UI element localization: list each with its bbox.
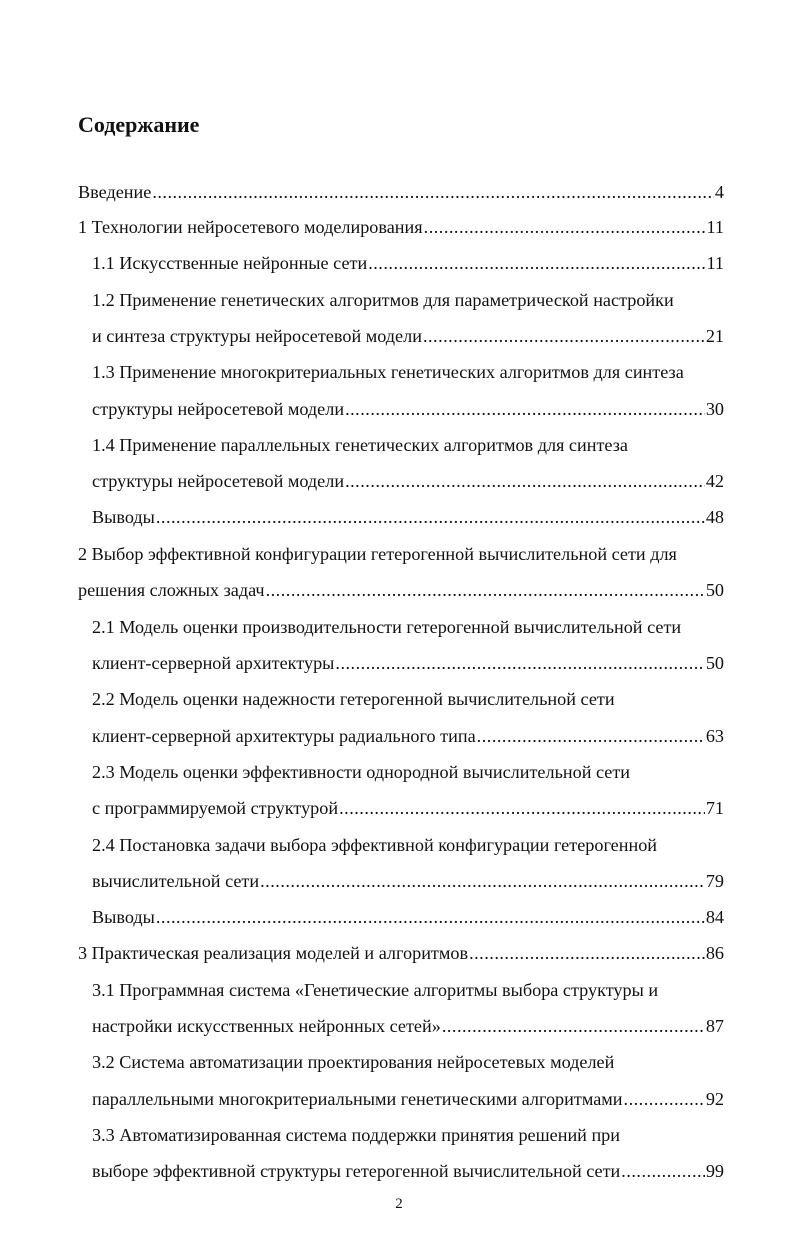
toc-entry <box>0 899 798 935</box>
toc-entry <box>0 499 798 535</box>
toc-leader <box>345 463 705 499</box>
toc-entry <box>0 572 798 608</box>
toc-entry-text: решения сложных задач <box>78 580 265 600</box>
toc-entry-text: клиент-серверной архитектуры <box>92 653 335 673</box>
page-number: 2 <box>395 1196 403 1212</box>
toc-page-number: 84 <box>705 907 724 927</box>
toc-leader <box>152 174 714 210</box>
toc-entry-text: 1.2 Применение генетических алгоритмов для параметрической настройки <box>92 290 674 310</box>
toc-page-number: 48 <box>705 507 724 527</box>
toc-page-number: 11 <box>706 217 724 237</box>
toc-entry <box>0 754 798 790</box>
toc-entry-text: 3.1 Программная система «Генетические алгоритмы выбора структуры и <box>92 980 659 1000</box>
toc-page-number: 87 <box>705 1016 724 1036</box>
toc-leader <box>624 1081 705 1117</box>
toc-entry <box>0 463 798 499</box>
toc-entry-text: структуры нейросетевой модели <box>92 399 345 419</box>
toc-entry-text: 3.2 Система автоматизации проектирования нейросетевых моделей <box>92 1052 615 1072</box>
toc-entry-text: 2.2 Модель оценки надежности гетерогенной вычислительной сети <box>92 689 615 709</box>
toc-entry <box>0 827 798 863</box>
toc-entry <box>0 718 798 754</box>
toc-leader <box>260 863 705 899</box>
toc-entry <box>0 209 798 245</box>
toc-page-number: 99 <box>705 1161 724 1181</box>
toc-leader <box>424 209 706 245</box>
toc-entry <box>0 427 798 463</box>
toc-page-number: 92 <box>705 1089 724 1109</box>
toc-page-number: 11 <box>706 253 724 273</box>
toc-entry-text: клиент-серверной архитектуры радиального типа <box>92 726 476 746</box>
toc-entry-text: с программируемой структурой <box>92 798 339 818</box>
toc-page-number: 63 <box>705 726 724 746</box>
toc-entry <box>0 863 798 899</box>
toc-leader <box>335 645 704 681</box>
toc-entry-text: и синтеза структуры нейросетевой модели <box>92 326 422 346</box>
toc-entry <box>0 1044 798 1080</box>
page-title: Содержание <box>78 112 200 137</box>
toc-entry <box>0 174 798 210</box>
toc-entry-text: вычислительной сети <box>92 871 260 891</box>
toc-page-number: 71 <box>705 798 724 818</box>
toc-leader <box>423 318 705 354</box>
toc-entry <box>0 354 798 390</box>
toc-entry-text: Выводы <box>92 507 155 527</box>
toc-entry-text: 1.3 Применение многокритериальных генетических алгоритмов для синтеза <box>92 362 684 382</box>
toc-entry-text: структуры нейросетевой модели <box>92 471 345 491</box>
toc-entry <box>0 645 798 681</box>
toc-entry <box>0 681 798 717</box>
toc-entry-text: 2 Выбор эффективной конфигурации гетерогенной вычислительной сети для <box>78 544 677 564</box>
toc-entry <box>0 1081 798 1117</box>
toc-entry-text: выборе эффективной структуры гетерогенной вычислительной сети <box>92 1161 621 1181</box>
toc-leader <box>477 718 705 754</box>
toc-entry <box>0 1117 798 1153</box>
toc-entry <box>0 391 798 427</box>
toc-entry <box>0 318 798 354</box>
toc-leader <box>442 1008 705 1044</box>
toc-leader <box>469 935 705 971</box>
toc-leader <box>156 499 705 535</box>
toc-entry-text: Введение <box>78 182 152 202</box>
toc-page-number: 42 <box>705 471 724 491</box>
toc-entry-text: 1.1 Искусственные нейронные сети <box>92 253 368 273</box>
toc-leader <box>345 391 705 427</box>
toc-entry-text: 1.4 Применение параллельных генетических алгоритмов для синтеза <box>92 435 628 455</box>
toc-entry-text: 1 Технологии нейросетевого моделирования <box>78 217 423 237</box>
toc-entry <box>0 1008 798 1044</box>
toc-entry-text: 2.3 Модель оценки эффективности однородной вычислительной сети <box>92 762 631 782</box>
toc-entry-text: Выводы <box>92 907 155 927</box>
toc-page-number: 4 <box>714 182 724 202</box>
toc-page-number: 79 <box>705 871 724 891</box>
toc-leader <box>621 1153 705 1189</box>
toc-page-number: 50 <box>705 653 724 673</box>
toc-page-number: 30 <box>705 399 724 419</box>
toc-leader <box>266 572 705 608</box>
toc-leader <box>368 245 705 281</box>
toc-entry-text: 3 Практическая реализация моделей и алгоритмов <box>78 943 469 963</box>
toc-page-number: 50 <box>705 580 724 600</box>
toc-entry <box>0 1153 798 1189</box>
toc-entry <box>0 609 798 645</box>
toc-entry <box>0 282 798 318</box>
toc-entry <box>0 972 798 1008</box>
toc-entry-text: 2.1 Модель оценки производительности гетерогенной вычислительной сети <box>92 617 682 637</box>
toc-page-number: 86 <box>705 943 724 963</box>
toc-entry <box>0 536 798 572</box>
toc-leader <box>339 790 705 826</box>
toc-entry-text: параллельными многокритериальными генетическими алгоритмами <box>92 1089 623 1109</box>
toc-entry <box>0 245 798 281</box>
toc-entry-text: настройки искусственных нейронных сетей» <box>92 1016 441 1036</box>
toc-leader <box>156 899 705 935</box>
toc-entry <box>0 935 798 971</box>
toc-entry <box>0 790 798 826</box>
toc-page-number: 21 <box>705 326 724 346</box>
toc-entry-text: 2.4 Постановка задачи выбора эффективной конфигурации гетерогенной <box>92 835 658 855</box>
toc-entry-text: 3.3 Автоматизированная система поддержки принятия решений при <box>92 1125 621 1145</box>
